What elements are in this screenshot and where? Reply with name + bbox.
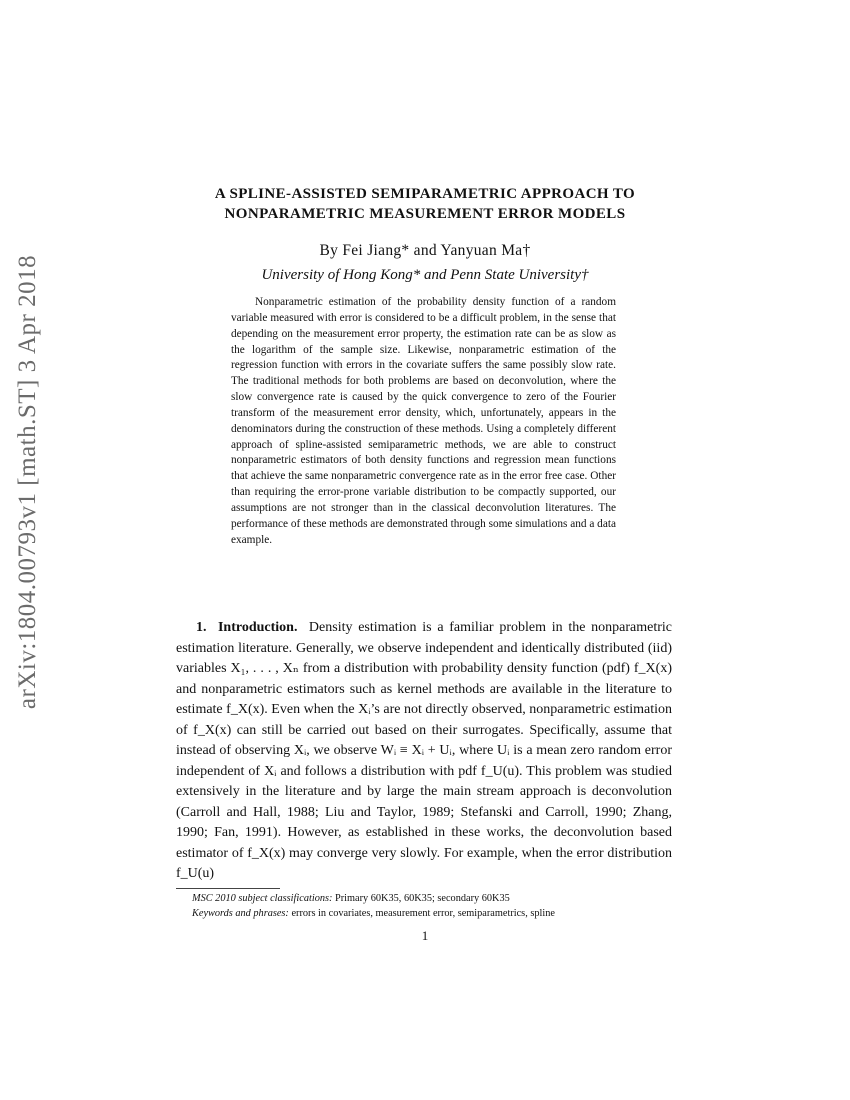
section-title: Introduction. (217, 620, 298, 635)
footnote-rule (176, 888, 280, 889)
paper-title (175, 184, 675, 224)
arxiv-identifier: arXiv:1804.00793v1 [math.ST] 3 Apr 2018 (14, 254, 41, 710)
introduction-text: Density estimation is a familiar problem in the nonparametric estimation literature. Generally, we observe independent and identically distributed (iid) variables X₁, . . . , Xₙ from a distribution with probability density function (pdf) f_X(x) and nonparametric estimators such as kernel methods are available in the literature to estimate f_X(x). Even when the Xᵢ’s are not directly observed, nonparametric estimation of f_X(x) can still be carried out based on their surrogates. Specifically, assume that instead of observing Xᵢ, we observe Wᵢ ≡ Xᵢ + Uᵢ, where Uᵢ is a mean zero random error independent of Xᵢ and follows a distribution with pdf f_U(u). This problem was studied extensively in the literature and by large the main stream approach is deconvolution (Carroll and Hall, 1988; Liu and Taylor, 1989; Stefanski and Carroll, 1990; Zhang, 1990; Fan, 1991). However, as established in these works, the deconvolution based estimator of f_X(x) may converge very slowly. For example, when the error distribution f_U(u) (176, 620, 673, 881)
keywords-footnote (176, 907, 676, 921)
msc-classification-footnote (176, 892, 676, 906)
abstract (231, 295, 616, 549)
msc-label: MSC 2010 subject classifications: (192, 893, 333, 904)
abstract-text: Nonparametric estimation of the probability density function of a random variable measured with error is considered to be a difficult problem, in the sense that depending on the measurement error property, the estimation rate can be as slow as the logarithm of the sample size. Likewise, nonparametric estimation of the regression function with errors in the covariate suffers the same possibly slow rate. The traditional methods for both problems are based on deconvolution, where the slow convergence rate is caused by the quick convergence to zero of the Fourier transform of the measurement error density, which, unfortunately, appears in the denominators during the construction of these methods. Using a completely different approach of spline-assisted semiparametric methods, we are able to construct nonparametric estimators of both density functions and regression mean functions that achieve the same nonparametric convergence rate as in the error free case. Other than requiring the error-prone variable distribution to be compactly supported, our assumptions are not stronger than in the classical deconvolution literatures. The performance of these methods are demonstrated through some simulations and a data example. (231, 296, 616, 546)
title-line-1: A SPLINE-ASSISTED SEMIPARAMETRIC APPROACH TO (214, 186, 636, 202)
affiliation-line: University of Hong Kong* and Penn State University† (261, 267, 589, 283)
author-line: By Fei Jiang* and Yanyuan Ma† (319, 242, 531, 259)
arxiv-sidebar-stamp (4, 254, 52, 710)
introduction-section (176, 618, 672, 885)
page-number: 1 (421, 928, 429, 943)
keywords-label: Keywords and phrases: (192, 908, 289, 919)
msc-value: Primary 60K35, 60K35; secondary 60K35 (335, 893, 510, 904)
keywords-value: errors in covariates, measurement error, semiparametrics, spline (291, 908, 555, 919)
section-number: 1. (196, 620, 207, 635)
introduction-paragraph (176, 618, 672, 885)
title-line-2: NONPARAMETRIC MEASUREMENT ERROR MODELS (224, 206, 626, 222)
